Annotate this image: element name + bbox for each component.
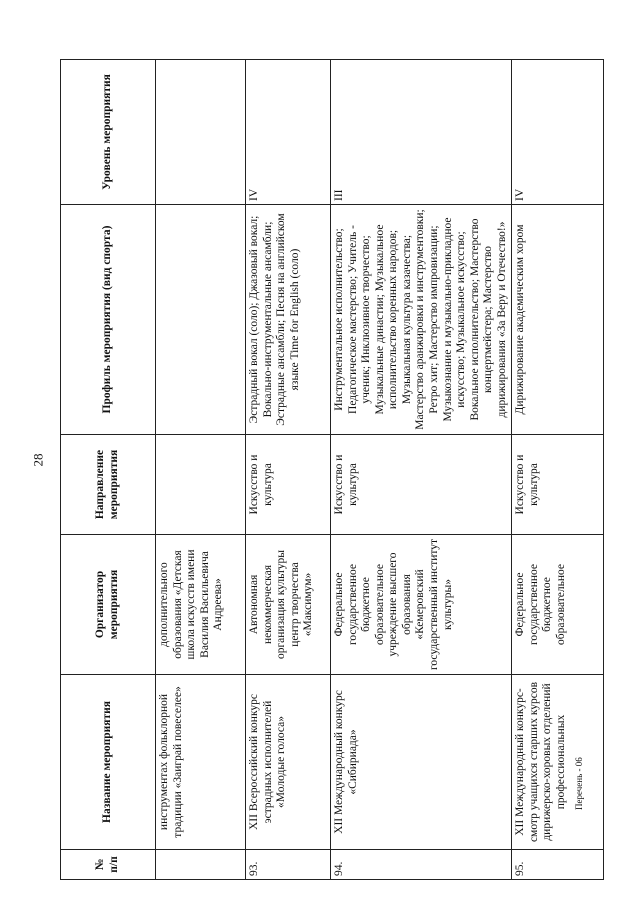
event-direction: Искусство и культура — [246, 435, 331, 535]
rotated-table-container — [60, 60, 600, 880]
event-name: XII Всероссийский конкурс эстрадных исполнителей «Молодые голоса» — [246, 675, 331, 850]
table-row — [512, 60, 604, 880]
event-profile: Эстрадный вокал (соло); Джазовый вокал; Вокально-инструментальные ансамбли; Эстрадные ансамбли; Песня на английском языке Time for English (соло) — [246, 205, 331, 435]
event-name: XII Международный конкурс-смотр учащихся старших курсов дирижерско-хоровых отделений профессиональных — [512, 675, 604, 850]
event-profile: Инструментальное исполнительство; Педагогическое мастерство; Учитель - ученик; Инклюзивное творчество; Музыкальные династии; Музыкальное исполнительство коренных народов; Музыкальная культура казачества; Мастерство аранжировки и инструментовки; Ретро хит; Мастерство импровизации; Музыкознание и музыкально-прикладное искусство; Музыкальное искусство; Вокальное исполнительство; Мастерство концертмейстера; Мастерство дирижирования «За Веру и Отечество!» — [331, 205, 512, 435]
event-organizer: Федеральное государственное бюджетное образовательное — [512, 535, 604, 675]
row-number — [156, 850, 246, 880]
row-number: 94. — [331, 850, 512, 880]
table-row — [246, 60, 331, 880]
event-level: IV — [512, 60, 604, 205]
event-level — [156, 60, 246, 205]
event-direction: Искусство и культура — [512, 435, 604, 535]
event-level: IV — [246, 60, 331, 205]
event-level: III — [331, 60, 512, 205]
event-name: XII Международный конкурс «Сибириада» — [331, 675, 512, 850]
row-number: 95. — [512, 850, 604, 880]
table-header-row — [61, 60, 156, 880]
header-profile: Профиль мероприятия (вид спорта) — [61, 205, 156, 435]
table-row — [331, 60, 512, 880]
event-organizer: Автономная некоммерческая организация культуры центр творчества «Максимум» — [246, 535, 331, 675]
event-direction — [156, 435, 246, 535]
page-number: 28 — [30, 453, 46, 467]
event-organizer: Федеральное государственное бюджетное образовательное учреждение высшего образования «Кемеровский государственный институт культуры» — [331, 535, 512, 675]
event-name: инструментах фольклорной традиции «Заиграй повеселее» — [156, 675, 246, 850]
events-table — [60, 59, 604, 880]
header-level: Уровень мероприятия — [61, 60, 156, 205]
row-number: 93. — [246, 850, 331, 880]
table-row — [156, 60, 246, 880]
event-profile: Дирижирование академическим хором — [512, 205, 604, 435]
event-profile — [156, 205, 246, 435]
document-footer: Перечень - 06 — [574, 757, 584, 810]
event-direction: Искусство и культура — [331, 435, 512, 535]
header-event-name: Название мероприятия — [61, 675, 156, 850]
event-organizer: дополнительного образования «Детская школа искусств имени Василия Васильевича Андреева» — [156, 535, 246, 675]
header-direction: Направление мероприятия — [61, 435, 156, 535]
header-number: № п/п — [61, 850, 156, 880]
header-organizer: Организатор мероприятия — [61, 535, 156, 675]
